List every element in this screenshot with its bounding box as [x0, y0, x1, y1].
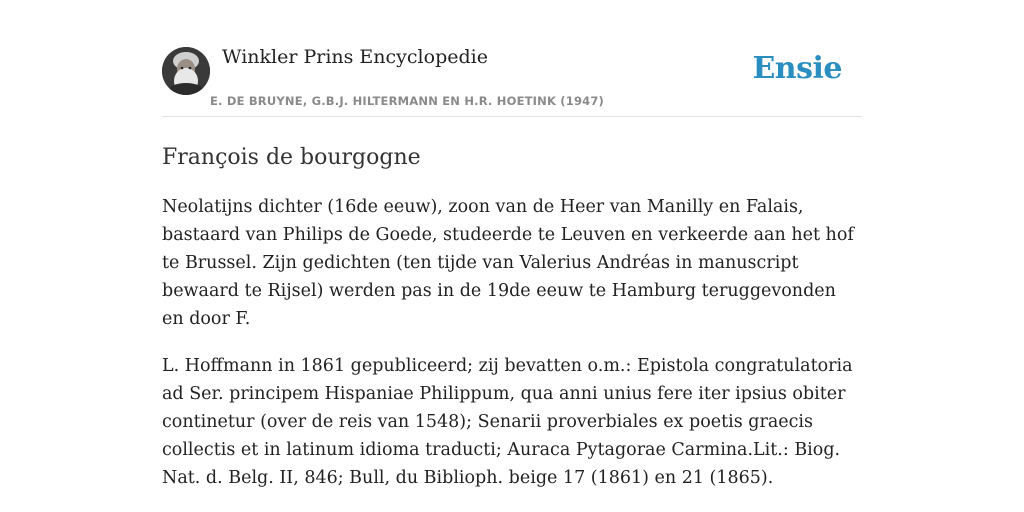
page — [162, 44, 862, 492]
brand-logo[interactable]: Ensie — [752, 51, 842, 86]
authors: E. DE BRUYNE, G.B.J. HILTERMANN EN H.R. HOETINK (1947) — [210, 94, 605, 108]
book-title[interactable]: Winkler Prins Encyclopedie — [222, 46, 488, 68]
page-title: François de bourgogne — [162, 145, 421, 170]
bearded-man-portrait-icon — [162, 47, 210, 95]
article-paragraph-1: Neolatijns dichter (16de eeuw), zoon van de Heer van Manilly en Falais, bastaard van Philips de Goede, studeerde te Leuven en verkeerde aan het hof te Brussel. Zijn gedichten (ten tijde van Valerius Andréas in manuscript bewaard te Rijsel) werden pas in de 19de eeuw te Hamburg teruggevonden en door F. — [162, 197, 854, 329]
header — [162, 44, 862, 117]
article-paragraph-2: L. Hoffmann in 1861 gepubliceerd; zij bevatten o.m.: Epistola congratulatoria ad Ser. principem Hispaniae Philippum, qua anni unius fere iter ipsius obiter continetur (over de reis van 1548); Senarii proverbiales ex poetis graecis collectis et in latinum idioma traducti; Auraca Pytagorae Carmina.Lit.: Biog. Nat. d. Belg. II, 846; Bull, du Biblioph. beige 17 (1861) en 21 (1865). — [162, 356, 853, 488]
